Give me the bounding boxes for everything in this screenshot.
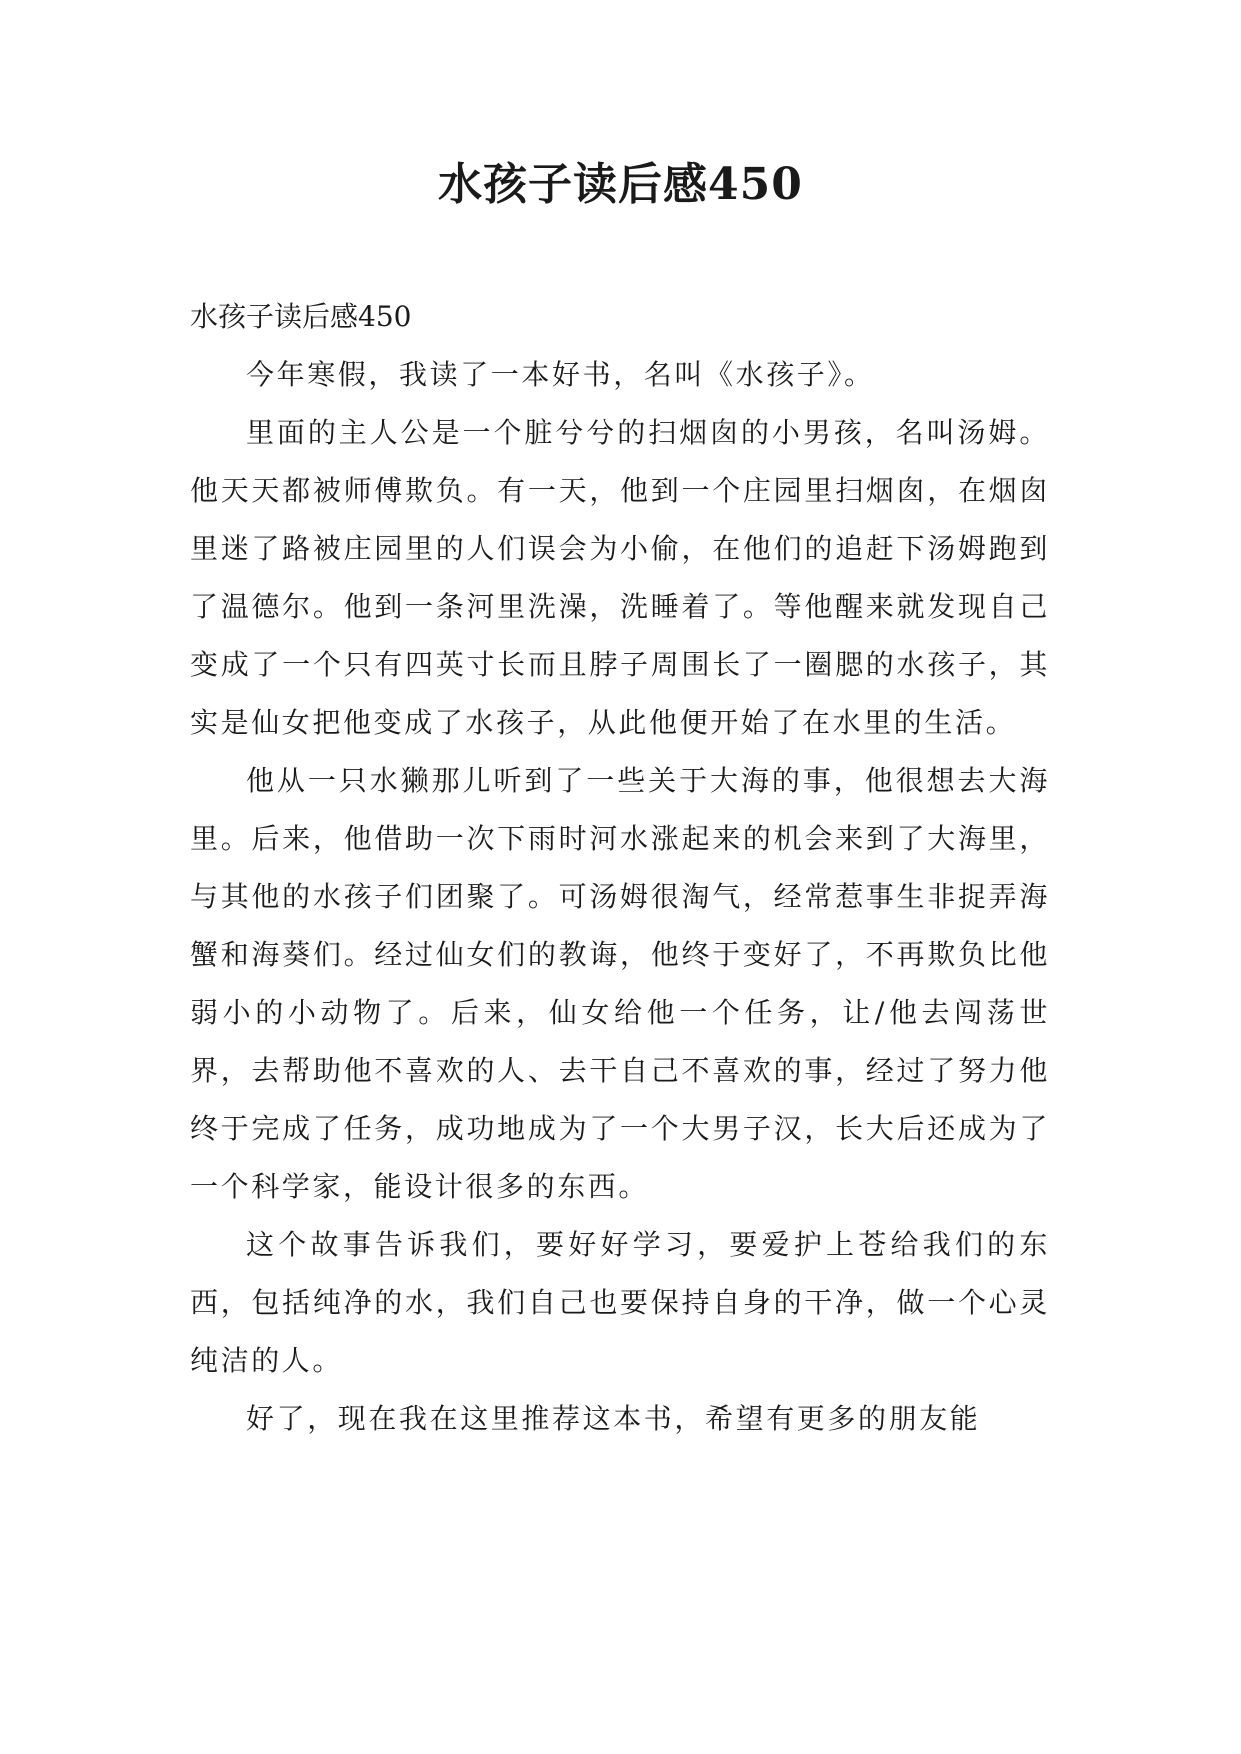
paragraph-2: 里面的主人公是一个脏兮兮的扫烟囱的小男孩，名叫汤姆。他天天都被师傅欺负。有一天，他到一个庄园里扫烟囱，在烟囱里迷了路被庄园里的人们误会为小偷，在他们的追赶下汤姆跑到了温德尔。他到一条河里洗澡，洗睡着了。等他醒来就发现自己变成了一个只有四英寸长而且脖子周围长了一圈腮的水孩子，其实是仙女把他变成了水孩子，从此他便开始了在水里的生活。 [190, 416, 1050, 739]
paragraph-4: 这个故事告诉我们，要好好学习，要爱护上苍给我们的东西，包括纯净的水，我们自己也要保持自身的干净，做一个心灵纯洁的人。 [190, 1228, 1050, 1377]
paragraph-5: 好了，现在我在这里推荐这本书，希望有更多的朋友能 [246, 1402, 981, 1435]
paragraph-1: 今年寒假，我读了一本好书，名叫《水孩子》。 [246, 358, 875, 391]
document-body [190, 288, 1050, 1448]
document-title: 水孩子读后感450 [438, 159, 803, 210]
paragraph-3: 他从一只水獭那儿听到了一些关于大海的事，他很想去大海里。后来，他借助一次下雨时河水涨起来的机会来到了大海里，与其他的水孩子们团聚了。可汤姆很淘气，经常惹事生非捉弄海蟹和海葵们。经过仙女们的教诲，他终于变好了，不再欺负比他弱小的小动物了。后来，仙女给他一个任务，让/他去闯荡世界，去帮助他不喜欢的人、去干自己不喜欢的事，经过了努力他终于完成了任务，成功地成为了一个大男子汉，长大后还成为了一个科学家，能设计很多的东西。 [190, 764, 1050, 1203]
document-subtitle: 水孩子读后感450 [190, 300, 412, 333]
